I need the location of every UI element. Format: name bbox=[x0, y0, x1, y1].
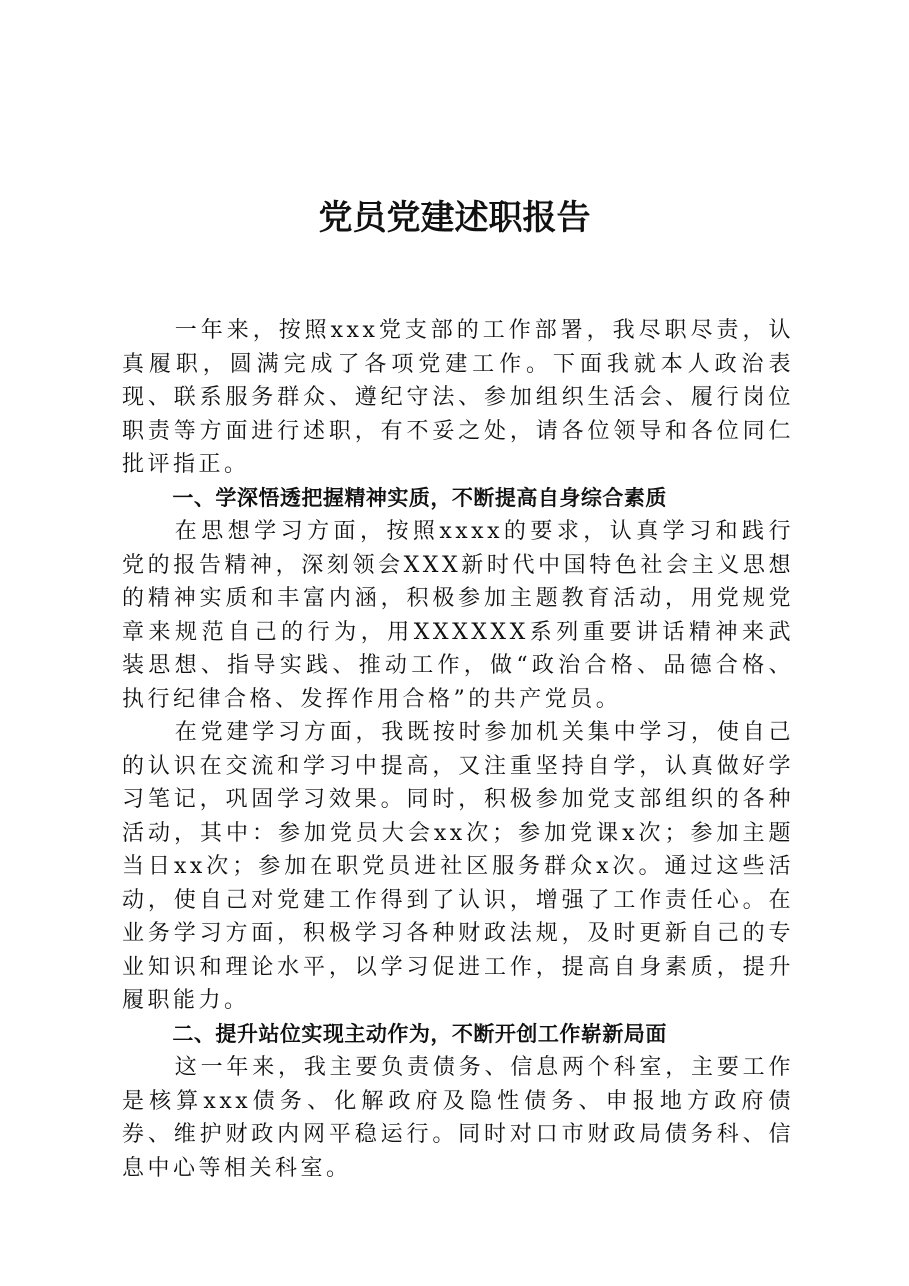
document-body bbox=[122, 314, 794, 1185]
section-2-paragraph-1: 这一年来，我主要负责债务、信息两个科室，主要工作是核算xxx债务、化解政府及隐性债务、申报地方政府债券、维护财政内网平稳运行。同时对口市财政局债务科、信息中心等相关科室。 bbox=[122, 1055, 794, 1181]
section-1-paragraph-1: 在思想学习方面，按照xxxx的要求，认真学习和践行党的报告精神，深刻领会XXX新时代中国特色社会主义思想的精神实质和丰富内涵，积极参加主题教育活动，用党规党章来规范自己的行为，用XXXXXX系列重要讲话精神来武装思想、指导实践、推动工作，做“政治合格、品德合格、执行纪律合格、发挥作用合格”的共产党员。 bbox=[122, 519, 794, 712]
section-heading-1: 一、学深悟透把握精神实质，不断提高自身综合素质 bbox=[172, 485, 667, 510]
section-1-paragraph-2: 在党建学习方面，我既按时参加机关集中学习，使自己的认识在交流和学习中提高，又注重坚持自学，认真做好学习笔记，巩固学习效果。同时，积极参加党支部组织的各种活动，其中：参加党员大会xx次；参加党课x次；参加主题当日xx次；参加在职党员进社区服务群众x次。通过这些活动，使自己对党建工作得到了认识，增强了工作责任心。在业务学习方面，积极学习各种财政法规，及时更新自己的专业知识和理论水平，以学习促进工作，提高自身素质，提升履职能力。 bbox=[122, 720, 794, 1013]
document-title: 党员党建述职报告 bbox=[318, 198, 591, 238]
section-heading-2: 二、提升站位实现主动作为，不断开创工作崭新局面 bbox=[172, 1021, 667, 1046]
intro-paragraph: 一年来，按照xxx党支部的工作部署，我尽职尽责，认真履职，圆满完成了各项党建工作。下面我就本人政治表现、联系服务群众、遵纪守法、参加组织生活会、履行岗位职责等方面进行述职，有不妥之处，请各位领导和各位同仁批评指正。 bbox=[122, 318, 794, 477]
